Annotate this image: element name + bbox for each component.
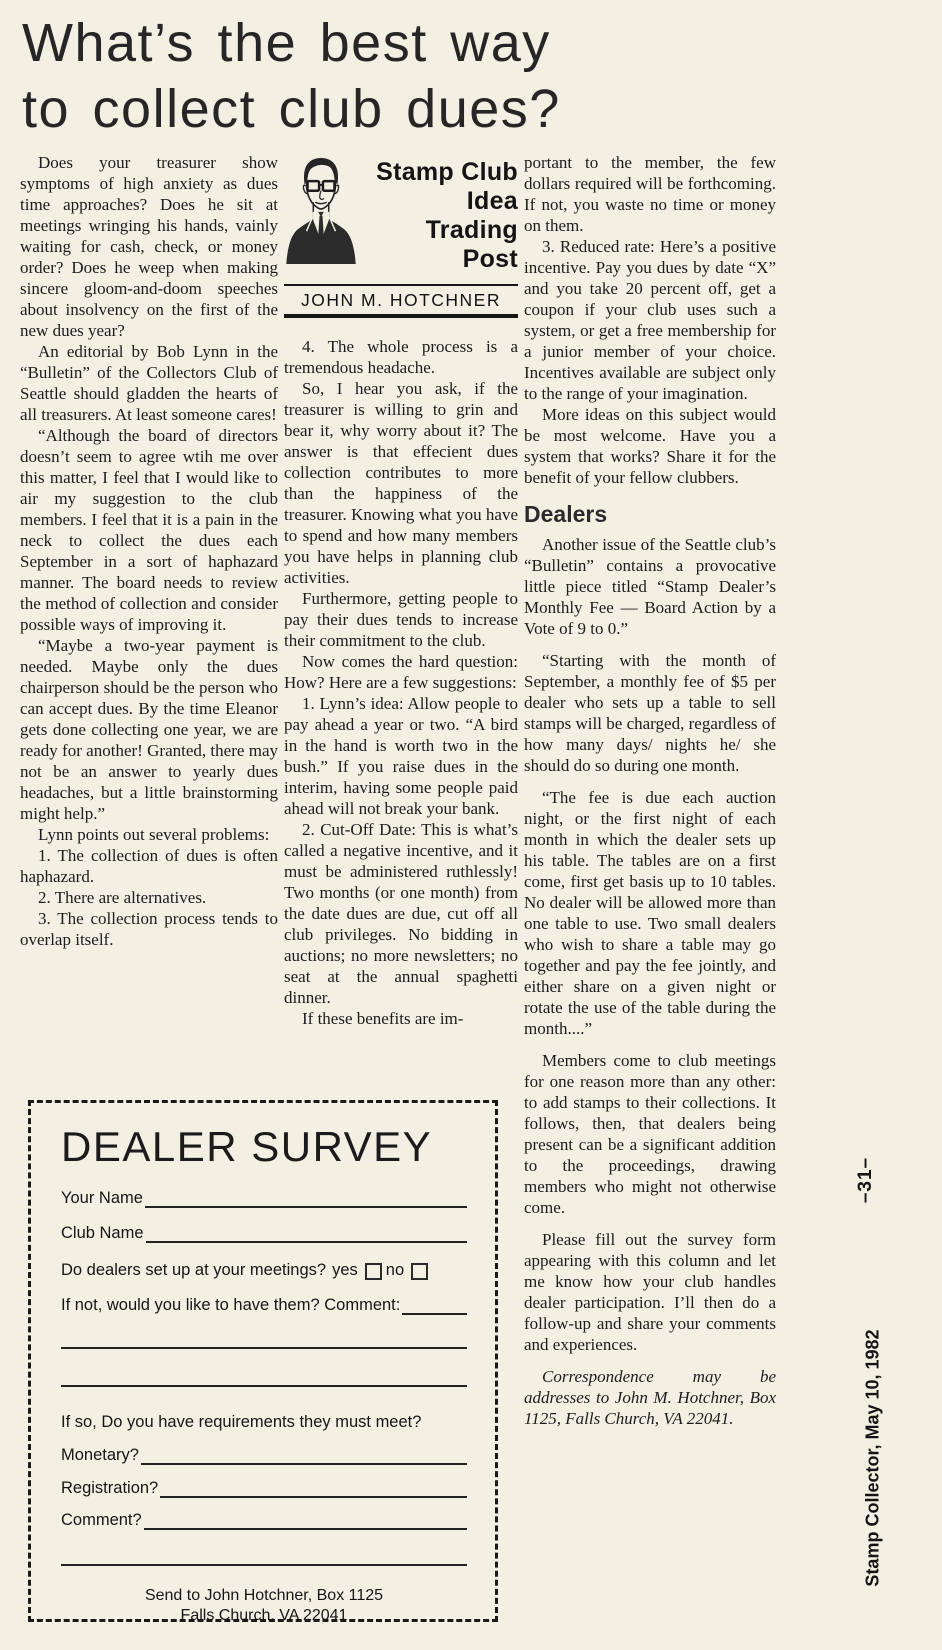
send-to-line-1: Send to John Hotchner, Box 1125 — [144, 1587, 384, 1604]
logo-title-line: Post — [462, 245, 518, 273]
requirements-question — [61, 1413, 467, 1432]
dealers-heading: Dealers — [524, 501, 608, 527]
question-label: If not, would you like to have them? Comment: — [61, 1296, 401, 1314]
column-logo-title — [370, 150, 518, 274]
no-checkbox — [411, 1263, 428, 1280]
column-3 — [524, 152, 776, 1429]
question-label: If so, Do you have requirements they must meet? — [61, 1413, 422, 1431]
write-in-line — [61, 1385, 467, 1387]
club-name-label: Club Name — [61, 1224, 144, 1242]
dealer-survey-coupon — [28, 1100, 498, 1622]
write-in-line — [160, 1496, 467, 1498]
registration-label: Registration? — [61, 1479, 159, 1497]
yes-checkbox — [365, 1263, 382, 1280]
paragraph: Please fill out the survey form appearing with this column and let me know how your club handles dealer participation. I’ll then do a follow-up and share your comments and experiences. — [524, 1230, 776, 1354]
list-item: 1. The collection of dues is often haphazard. — [20, 846, 278, 886]
write-in-line — [146, 1241, 467, 1243]
correspondence-note: Correspondence may be addresses to John M. Hotchner, Box 1125, Falls Church, VA 22041. — [524, 1367, 776, 1428]
paragraph: Another issue of the Seattle club’s “Bulletin” contains a provocative little piece titled “Stamp Dealer’s Monthly Fee — Board Action by a Vote of 9 to 0.” — [524, 535, 776, 638]
paragraph: Does your treasurer show symptoms of high anxiety as dues time approaches? Does he sit at meetings wringing his hands, vainly waiting for cash, check, or money order? Does he weep when making sincere gloom-and-doom speeches about insolvency on the first of the new dues year? — [20, 153, 278, 340]
list-item: 2. Cut-Off Date: This is what’s called a negative incentive, and it must be administered ruthlessly! Two months (or one month) from the date dues are due, cut off all club privileges. No bidding in auctions; no more newsletters; no seat at the annual spaghetti dinner. — [284, 820, 518, 1007]
column-1 — [20, 152, 278, 950]
paragraph: More ideas on this subject would be most welcome. Have you a system that works? Share it for the benefit of your fellow clubbers. — [524, 405, 776, 487]
comment-field — [61, 1511, 467, 1530]
divider — [284, 314, 518, 318]
no-label: no — [385, 1261, 405, 1279]
list-item: 1. Lynn’s idea: Allow people to pay ahead a year or two. “A bird in the hand is worth two in the bush.” If you raise dues in the interim, having some people paid ahead will not break your bank. — [284, 694, 518, 818]
write-in-line — [61, 1347, 467, 1349]
send-to-line-2: Falls Church, VA 22041 — [180, 1607, 348, 1624]
write-in-line — [144, 1528, 467, 1530]
paragraph: portant to the member, the few dollars required will be forthcoming. If not, you waste no time or money on them. — [524, 153, 776, 235]
logo-title-line: Idea — [466, 187, 518, 215]
publication-date: Stamp Collector, May 10, 1982 — [862, 1329, 883, 1587]
author-name: JOHN M. HOTCHNER — [301, 290, 501, 310]
paragraph: An editorial by Bob Lynn in the “Bulletin” of the Collectors Club of Seattle should gladden the hearts of all treasurers. At least someone cares! — [20, 342, 278, 424]
monetary-field — [61, 1446, 467, 1465]
headline-line-1: What’s the best way — [22, 13, 551, 73]
yes-label: yes — [332, 1261, 358, 1279]
logo-title-line: Stamp Club — [376, 158, 518, 186]
author-portrait-sketch-icon — [282, 156, 360, 264]
like-to-have-question — [61, 1296, 467, 1315]
paragraph: So, I hear you ask, if the treasurer is willing to grin and bear it, why worry about it? The answer is that effecient dues collection contributes to more than the happiness of the treasurer. Knowing what you have to spend and how many members you have helps in planning club activities. — [284, 379, 518, 587]
list-item: 3. The collection process tends to overlap itself. — [20, 909, 278, 949]
survey-title: DEALER SURVEY — [61, 1123, 433, 1170]
monetary-label: Monetary? — [61, 1446, 139, 1464]
paragraph: Furthermore, getting people to pay their dues tends to increase their commitment to the club. — [284, 589, 518, 650]
paragraph: “Starting with the month of September, a monthly fee of $5 per dealer who sets up a table to sell stamps will be charged, regardless of how many days/ nights he/ she should do so during one month. — [524, 651, 776, 775]
list-item: 2. There are alternatives. — [38, 888, 207, 907]
paragraph: Now comes the hard question: How? Here are a few suggestions: — [284, 652, 518, 692]
column-2 — [284, 150, 518, 1029]
headline-line-2: to collect club dues? — [22, 79, 561, 139]
article-headline — [22, 10, 561, 142]
byline-box — [284, 150, 518, 318]
your-name-field — [61, 1189, 467, 1208]
list-item: 4. The whole process is a tremendous headache. — [284, 337, 518, 377]
comment-label: Comment? — [61, 1511, 142, 1529]
write-in-line — [61, 1564, 467, 1566]
write-in-line — [402, 1313, 467, 1315]
logo-title-line: Trading — [425, 216, 518, 244]
write-in-line — [145, 1206, 467, 1208]
your-name-label: Your Name — [61, 1189, 143, 1207]
list-item: 3. Reduced rate: Here’s a positive incentive. Pay you dues by date “X” and you take 20 percent off, get a coupon if your club uses such a system, or get a free membership for a junior member of your choice. Incentives available are subject only to the range of your imagination. — [524, 237, 776, 403]
paragraph: “Maybe a two-year payment is needed. Maybe only the dues chairperson should be the person who can accept dues. By the time Eleanor gets done collecting one year, we are ready for another! Granted, there may not be an answer to yearly dues headaches, but a little brainstorming might help.” — [20, 636, 278, 823]
paragraph: If these benefits are im- — [302, 1009, 464, 1028]
question-label: Do dealers set up at your meetings? — [61, 1261, 327, 1279]
send-to-address — [61, 1586, 467, 1626]
write-in-line — [141, 1463, 467, 1465]
paragraph: Lynn points out several problems: — [38, 825, 270, 844]
registration-field — [61, 1479, 467, 1498]
paragraph: “The fee is due each auction night, or the first night of each month in which the dealer sets up his table. The tables are on a first come, first get basis up to 10 tables. No dealer will be allowed more than one table to use. Two small dealers who wish to share a table may go together and pay the fee jointly, and either share on a given night or rotate the use of the table during the month....” — [524, 788, 776, 1038]
paragraph: “Although the board of directors doesn’t seem to agree wtih me over this matter, I feel that I would like to air my suggestion to the club members. I feel that it is a pain in the neck to collect the dues each September in a sort of haphazard manner. The board needs to review the method of collection and consider possible ways of improving it. — [20, 426, 278, 634]
club-name-field — [61, 1224, 467, 1243]
dealers-setup-question — [61, 1261, 467, 1280]
page-number: –31– — [855, 1156, 876, 1204]
paragraph: Members come to club meetings for one reason more than any other: to add stamps to their collections. It follows, then, that dealers being present can be a significant addition to the proceedings, drawing members who might not otherwise come. — [524, 1051, 776, 1217]
